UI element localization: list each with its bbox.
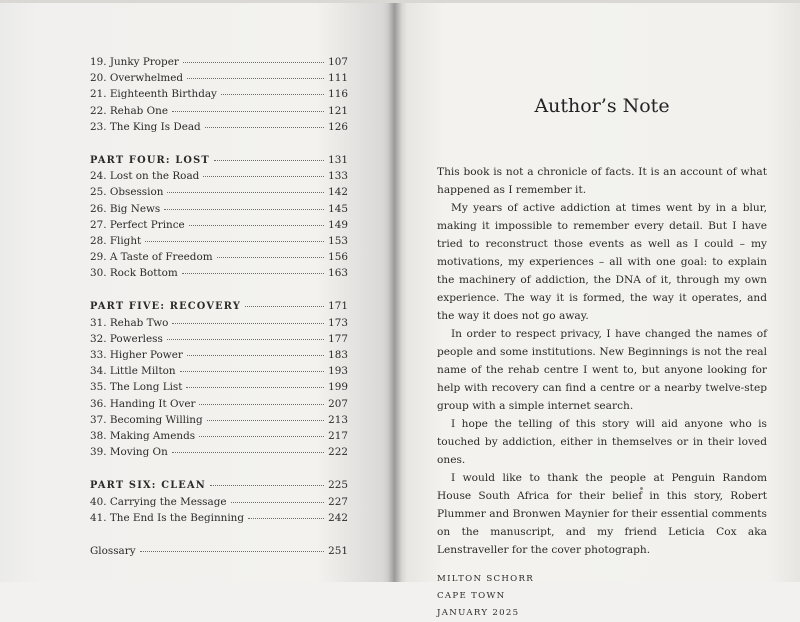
dot-leader: [245, 306, 324, 307]
toc-entry: [90, 203, 348, 219]
dot-leader: [187, 78, 324, 79]
toc-page-number: 199: [328, 381, 348, 394]
toc-page-number: 111: [328, 72, 348, 85]
dot-leader: [207, 420, 325, 421]
toc-entry-title: 27. Perfect Prince: [90, 218, 185, 231]
dot-leader: [186, 387, 324, 388]
toc-entry-title: 33. Higher Power: [90, 349, 183, 361]
toc-entry: [90, 496, 348, 512]
dot-leader: [205, 127, 324, 128]
dot-leader: [167, 192, 324, 193]
toc-entry-title: 22. Rehab One: [90, 104, 169, 117]
dot-leader: [187, 355, 324, 356]
dot-leader: [203, 176, 324, 177]
toc-entry-title: 29. A Taste of Freedom: [90, 251, 213, 264]
toc-entry-title: 19. Junky Proper: [90, 56, 179, 68]
dot-leader: [145, 241, 324, 242]
toc-entry: [90, 446, 348, 462]
toc-page-number: 116: [328, 88, 348, 101]
toc-entry: [90, 512, 348, 528]
note-paragraph: I hope the telling of this story will aid anyone who is touched by addiction, either in themselves or in their loved ones.: [437, 418, 767, 466]
toc-page-number: 173: [328, 316, 348, 329]
toc-entry: [90, 121, 348, 137]
toc-entry-title: 40. Carrying the Message: [90, 495, 227, 508]
note-title: Author’s Note: [534, 95, 670, 117]
dot-leader: [231, 502, 325, 503]
toc-entry: [90, 56, 348, 72]
toc-entry: [90, 398, 348, 414]
toc-entry: [90, 349, 348, 365]
dot-leader: [189, 225, 324, 226]
toc-entry-title: PART SIX: CLEAN: [90, 480, 206, 492]
page-speck: [640, 487, 643, 490]
dot-leader: [221, 94, 324, 95]
toc-page-number: 183: [328, 349, 348, 361]
note-paragraph: My years of active addiction at times went by in a blur, making it impossible to remember every detail. But I have tried to reconstruct those events as well as I could – my motivations, my experiences – all with one goal: to explain the machinery of addiction, the DNA of it, through my own experience. The way it is formed, the way it operates, and the way it does not go away.: [437, 202, 767, 322]
toc-page-number: 213: [328, 413, 348, 426]
toc-page-number: 145: [328, 202, 348, 215]
toc-entry: [90, 251, 348, 267]
authors-note: [437, 95, 767, 622]
dot-leader: [140, 551, 325, 552]
toc-page-number: 251: [328, 544, 348, 557]
toc-entry: [90, 333, 348, 349]
toc-page-number: 227: [328, 495, 348, 508]
toc-page-number: 225: [328, 479, 348, 492]
toc-section: [90, 154, 348, 284]
toc-entry: [90, 186, 348, 202]
toc-page-number: 163: [328, 267, 348, 280]
dot-leader: [172, 111, 324, 112]
toc-entry: [90, 88, 348, 104]
toc-part-heading: [90, 300, 348, 316]
toc-section: [90, 56, 348, 137]
dot-leader: [180, 371, 325, 372]
toc-entry: [90, 381, 348, 397]
toc-entry-title: 35. The Long List: [90, 381, 183, 394]
note-paragraph: I would like to thank the people at Penguin Random House South Africa for their belief in this story, Robert Plummer and Bronwen Maynier for their essential comments on the manuscript, and my friend Leticia Cox aka Lenstraveller for the cover photograph.: [437, 472, 767, 556]
dot-leader: [217, 257, 325, 258]
dot-leader: [172, 323, 324, 324]
toc-entry-title: 38. Making Amends: [90, 429, 196, 442]
page-edge: [0, 0, 800, 3]
toc-entry-title: 24. Lost on the Road: [90, 170, 200, 183]
toc-entry-title: 23. The King Is Dead: [90, 120, 201, 133]
toc-entry-title: 31. Rehab Two: [90, 316, 169, 329]
signature-block: [437, 571, 767, 622]
toc-entry: [90, 219, 348, 235]
dot-leader: [182, 273, 324, 274]
toc-entry: [90, 170, 348, 186]
toc-entry: [90, 267, 348, 283]
toc-entry-title: 37. Becoming Willing: [90, 413, 203, 426]
dot-leader: [214, 160, 324, 161]
toc-part-heading: [90, 154, 348, 170]
toc-page-number: 153: [328, 234, 348, 247]
toc-part-heading: [90, 479, 348, 495]
toc-entry: [90, 430, 348, 446]
toc-entry: [90, 235, 348, 251]
toc-glossary-entry: [90, 545, 348, 561]
toc-entry: [90, 365, 348, 381]
dot-leader: [172, 452, 324, 453]
note-paragraph: In order to respect privacy, I have changed the names of people and some institutions. New Beginnings is not the real name of the rehab centre I went to, but anyone looking for help with recovery can find a centre or a nearby twelve-step group with a simple internet search.: [437, 328, 767, 412]
toc-entry-title: 30. Rock Bottom: [90, 267, 178, 280]
toc-page-number: 126: [328, 120, 348, 133]
dot-leader: [248, 518, 324, 519]
toc-entry: [90, 317, 348, 333]
dot-leader: [164, 209, 324, 210]
toc-page-number: 149: [328, 218, 348, 231]
toc-section: [90, 300, 348, 462]
toc-entry-title: PART FIVE: RECOVERY: [90, 301, 242, 313]
left-page: [0, 0, 395, 582]
table-of-contents: [90, 56, 348, 561]
toc-entry: [90, 105, 348, 121]
dot-leader: [199, 436, 324, 437]
toc-page-number: 207: [328, 397, 348, 410]
toc-entry-title: 41. The End Is the Beginning: [90, 511, 245, 524]
book-gutter: [388, 0, 402, 582]
toc-entry-title: 32. Powerless: [90, 332, 163, 345]
toc-entry-title: Glossary: [90, 544, 136, 557]
dot-leader: [210, 485, 324, 486]
toc-page-number: 222: [328, 446, 348, 459]
toc-page-number: 242: [328, 511, 348, 524]
toc-page-number: 107: [328, 56, 348, 68]
toc-page-number: 171: [328, 300, 348, 313]
toc-page-number: 142: [328, 186, 348, 199]
toc-entry-title: 39. Moving On: [90, 446, 168, 459]
toc-entry-title: 28. Flight: [90, 234, 142, 247]
dot-leader: [199, 404, 324, 405]
toc-entry-title: 34. Little Milton: [90, 365, 176, 378]
toc-page-number: 133: [328, 170, 348, 183]
toc-page-number: 156: [328, 251, 348, 264]
toc-page-number: 217: [328, 429, 348, 442]
toc-entry-title: 26. Big News: [90, 202, 161, 215]
toc-entry-title: 20. Overwhelmed: [90, 72, 184, 85]
signature-date: JANUARY 2025: [437, 608, 520, 618]
toc-entry: [90, 414, 348, 430]
signature-place: CAPE TOWN: [437, 591, 506, 601]
toc-page-number: 193: [328, 365, 348, 378]
signature-name: MILTON SCHORR: [437, 574, 535, 584]
toc-entry-title: 21. Eighteenth Birthday: [90, 88, 217, 101]
toc-entry-title: 25. Obsession: [90, 186, 164, 199]
toc-entry-title: 36. Handing It Over: [90, 397, 196, 410]
note-paragraph: This book is not a chronicle of facts. It is an account of what happened as I remember it.: [437, 166, 767, 196]
dot-leader: [183, 62, 324, 63]
toc-entry: [90, 72, 348, 88]
toc-page-number: 177: [328, 332, 348, 345]
toc-section: [90, 479, 348, 528]
toc-page-number: 121: [328, 104, 348, 117]
dot-leader: [167, 339, 324, 340]
toc-page-number: 131: [328, 153, 348, 166]
toc-entry-title: PART FOUR: LOST: [90, 154, 210, 166]
